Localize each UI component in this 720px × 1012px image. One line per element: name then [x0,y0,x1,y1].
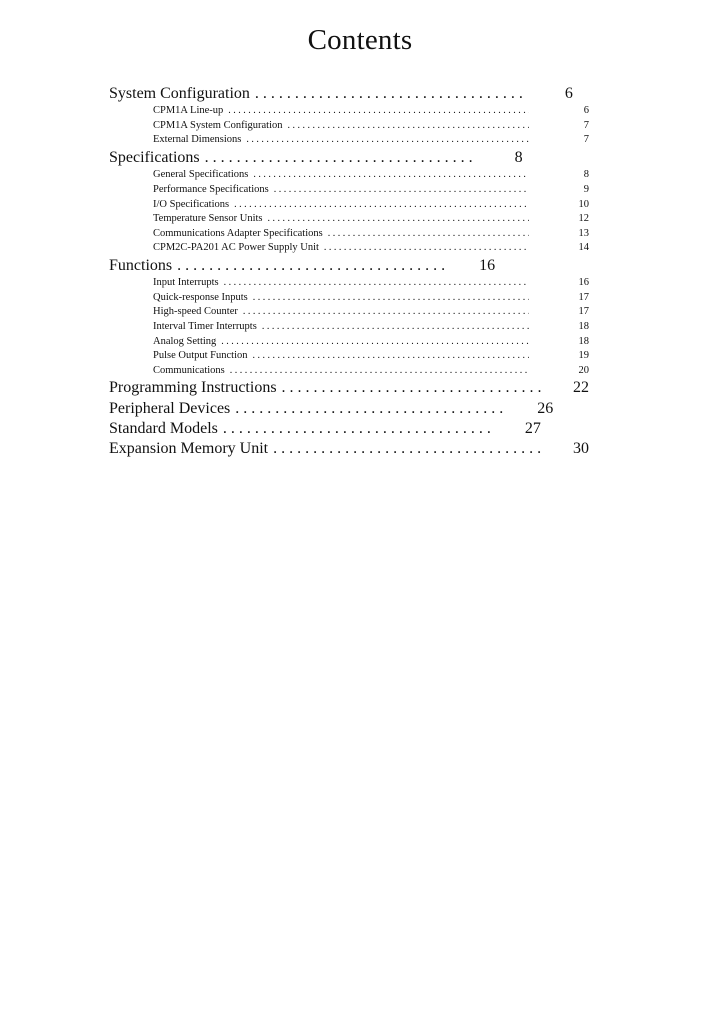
toc-entry-label: Standard Models [109,419,218,437]
toc-subentry-general-specifications[interactable] [109,168,589,183]
toc-entry-expansion-memory-unit[interactable] [109,439,589,459]
toc-page-number: 12 [578,213,589,225]
dot-leader [177,256,447,276]
toc-entry-label: Programming Instructions [109,379,277,397]
toc-subentry-label: CPM1A Line-up [153,105,224,117]
toc-page-number: 8 [583,169,589,181]
toc-page-number: 6 [583,105,589,117]
dot-leader [288,119,529,134]
toc-subentry-label: Interval Timer Interrupts [153,321,257,333]
toc-subentry-cpm1a-line-up[interactable] [109,104,589,119]
toc-entry-programming-instructions[interactable] [109,378,589,398]
toc-page-number: 7 [583,119,589,131]
dot-leader [324,241,529,256]
toc-page-number: 7 [583,134,589,146]
dot-leader [328,227,529,242]
toc-page-number: 9 [583,183,589,195]
dot-leader [243,305,529,320]
toc-page-number: 8 [514,149,523,167]
toc-subentry-label: Communications Adapter Specifications [153,227,323,239]
toc-entry-system-configuration[interactable] [109,84,589,104]
toc-subentry-communications[interactable] [109,364,589,379]
toc-subentry-label: CPM2C-PA201 AC Power Supply Unit [153,242,319,254]
toc-subentry-label: High-speed Counter [153,306,238,318]
toc-page-number: 6 [564,85,573,102]
toc-page-number: 18 [578,321,589,333]
toc-subentry-temperature-sensor-units[interactable] [109,212,589,227]
toc-subentry-ac-power-supply-unit[interactable] [109,241,589,256]
toc-subentry-cpm1a-system-configuration[interactable] [109,119,589,134]
dot-leader [253,349,529,364]
toc-entry-label: Specifications [109,149,200,167]
dot-leader [274,183,529,198]
dot-leader [282,378,541,398]
toc-page-number: 18 [578,335,589,347]
table-of-contents [109,84,589,460]
toc-entry-peripheral-devices[interactable] [109,399,589,419]
toc-entry-functions[interactable] [109,256,589,276]
dot-leader [268,212,530,227]
toc-subentry-input-interrupts[interactable] [109,276,589,291]
toc-page-number: 22 [573,379,589,397]
toc-subentry-label: Quick-response Inputs [153,291,248,303]
toc-subentry-communications-adapter-specifications[interactable] [109,227,589,242]
toc-subentry-label: Input Interrupts [153,277,219,289]
toc-subentry-label: Communications [153,364,225,376]
toc-entry-specifications[interactable] [109,148,589,168]
dot-leader [262,320,529,335]
toc-entry-label: Peripheral Devices [109,399,231,417]
toc-page-number: 17 [578,306,589,318]
toc-page-number: 19 [578,350,589,362]
toc-page-number: 30 [573,440,589,458]
dot-leader [253,291,529,306]
toc-subentry-high-speed-counter[interactable] [109,305,589,320]
toc-subentry-label: Analog Setting [153,335,217,347]
toc-subentry-interval-timer-interrupts[interactable] [109,320,589,335]
dot-leader [246,133,529,148]
toc-entry-label: Expansion Memory Unit [109,440,269,458]
toc-page-number: 10 [578,198,589,210]
page-title: Contents [307,24,413,56]
toc-page-number: 20 [578,364,589,376]
dot-leader [205,148,475,168]
toc-subentry-label: Temperature Sensor Units [153,213,263,225]
toc-subentry-label: General Specifications [153,169,249,181]
dot-leader [224,276,529,291]
toc-subentry-external-dimensions[interactable] [109,133,589,148]
dot-leader [223,419,493,439]
dot-leader [228,104,529,119]
toc-subentry-pulse-output-function[interactable] [109,349,589,364]
toc-subentry-label: Pulse Output Function [153,350,248,362]
dot-leader [273,439,541,459]
dot-leader [230,364,529,379]
toc-page-number: 17 [578,291,589,303]
dot-leader [234,198,529,213]
toc-subentry-label: Performance Specifications [153,183,269,195]
toc-page-number: 13 [578,227,589,239]
toc-entry-label: Functions [109,256,173,274]
toc-page-number: 27 [524,419,541,437]
toc-subentry-io-specifications[interactable] [109,198,589,213]
toc-page-number: 16 [578,277,589,289]
toc-subentry-label: External Dimensions [153,134,242,146]
toc-entry-standard-models[interactable] [109,419,589,439]
toc-subentry-analog-setting[interactable] [109,335,589,350]
toc-page-number: 26 [537,399,554,417]
dot-leader [253,168,529,183]
toc-subentry-performance-specifications[interactable] [109,183,589,198]
toc-page-number: 16 [479,256,496,274]
toc-page-number: 14 [578,242,589,254]
dot-leader [255,84,525,104]
dot-leader [221,335,529,350]
dot-leader [235,399,505,419]
toc-subentry-label: CPM1A System Configuration [153,119,283,131]
toc-subentry-quick-response-inputs[interactable] [109,291,589,306]
toc-entry-label: System Configuration [109,85,250,102]
toc-subentry-label: I/O Specifications [153,198,230,210]
